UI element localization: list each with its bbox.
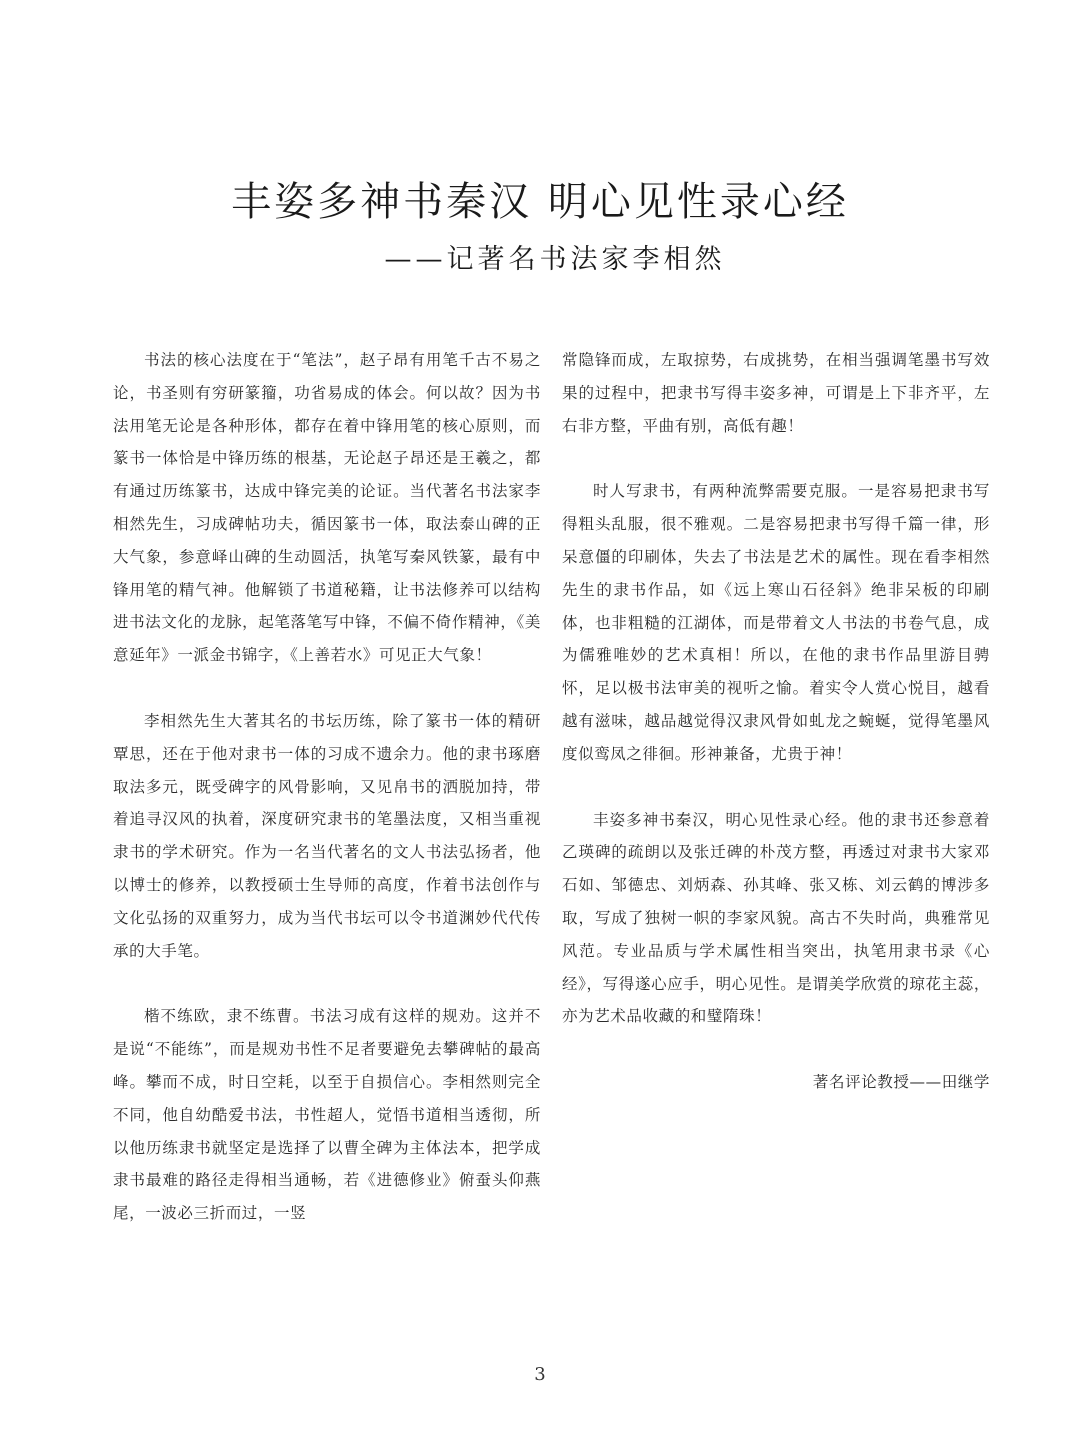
paragraph-2: 李相然先生大著其名的书坛历练，除了篆书一体的精研覃思，还在于他对隶书一体的习成不遗余力。他的隶书琢磨取法多元，既受碑字的风骨影响，又见帛书的洒脱加持，带着追寻汉风的执着，深度研究隶书的笔墨法度，又相当重视隶书的学术研究。作为一名当代著名的文人书法弘扬者，他以博士的修养，以教授硕士生导师的高度，作着书法创作与文化弘扬的双重努力，成为当代书坛可以令书道渊妙代代传承的大手笔。 (113, 711, 541, 960)
paragraph-3: 楷不练欧，隶不练曹。书法习成有这样的规劝。这并不是说“不能练”，而是规劝书性不足者要避免去攀碑帖的最高峰。攀而不成，时日空耗，以至于自损信心。李相然则完全不同，他自幼酷爱书法，书性超人，觉悟书道相当透彻，所以他历练隶书就坚定是选择了以曹全碑为主体法本，把学成隶书最难的路径走得相当通畅，若《进德修业》俯蚕头仰燕尾，一波必三折而过，一竖 (113, 1007, 541, 1223)
left-column (113, 344, 541, 1263)
right-column (562, 344, 990, 1098)
paragraph-4: 时人写隶书，有两种流弊需要克服。一是容易把隶书写得粗头乱服，很不雅观。二是容易把隶书写得千篇一律，形呆意僵的印刷体，失去了书法是艺术的属性。现在看李相然先生的隶书作品，如《远上寒山石径斜》绝非呆板的印刷体，也非粗糙的江湖体，而是带着文人书法的书卷气息，成为儒雅唯妙的艺术真相！所以，在他的隶书作品里游目骋怀，足以极书法审美的视听之愉。着实令人赏心悦目，越看越有滋味，越品越觉得汉隶风骨如虬龙之蜿蜒，觉得笔墨风度似鸾凤之徘徊。形神兼备，尤贵于神！ (562, 482, 990, 763)
paragraph-3-continued: 常隐锋而成，左取掠势，右成挑势，在相当强调笔墨书写效果的过程中，把隶书写得丰姿多神，可谓是上下非齐平，左右非方整，平曲有别，高低有趣！ (562, 351, 990, 435)
paragraph-1: 书法的核心法度在于“笔法”，赵子昂有用笔千古不易之论，书圣则有穷研篆籀，功省易成的体会。何以故？因为书法用笔无论是各种形体，都存在着中锋用笔的核心原则，而篆书一体恰是中锋历练的根基，无论赵子昂还是王羲之，都有通过历练篆书，达成中锋完美的论证。当代著名书法家李相然先生，习成碑帖功夫，循因篆书一体，取法泰山碑的正大气象，参意峄山碑的生动圆活，执笔写秦风铁篆，最有中锋用笔的精气神。他解锁了书道秘籍，让书法修养可以结构进书法文化的龙脉，起笔落笔写中锋，不偏不倚作精神，《美意延年》一派金书锦字，《上善若水》可见正大气象！ (113, 351, 541, 665)
page-number: 3 (534, 1364, 546, 1385)
author-signature: 著名评论教授——田继学 (812, 1073, 990, 1092)
article-title: 丰姿多神书秦汉 明心见性录心经 (231, 179, 849, 225)
article-subtitle: ——记著名书法家李相然 (384, 244, 726, 275)
paragraph-5: 丰姿多神书秦汉，明心见性录心经。他的隶书还参意着乙瑛碑的疏朗以及张迁碑的朴茂方整，再透过对隶书大家邓石如、邹德忠、刘炳森、孙其峰、张又栋、刘云鹤的博涉多取，写成了独树一帜的李家风貌。高古不失时尚，典雅常见风范。专业品质与学术属性相当突出，执笔用隶书录《心经》，写得遂心应手，明心见性。是谓美学欣赏的琼花主蕊，亦为艺术品收藏的和璧隋珠！ (562, 810, 990, 1026)
